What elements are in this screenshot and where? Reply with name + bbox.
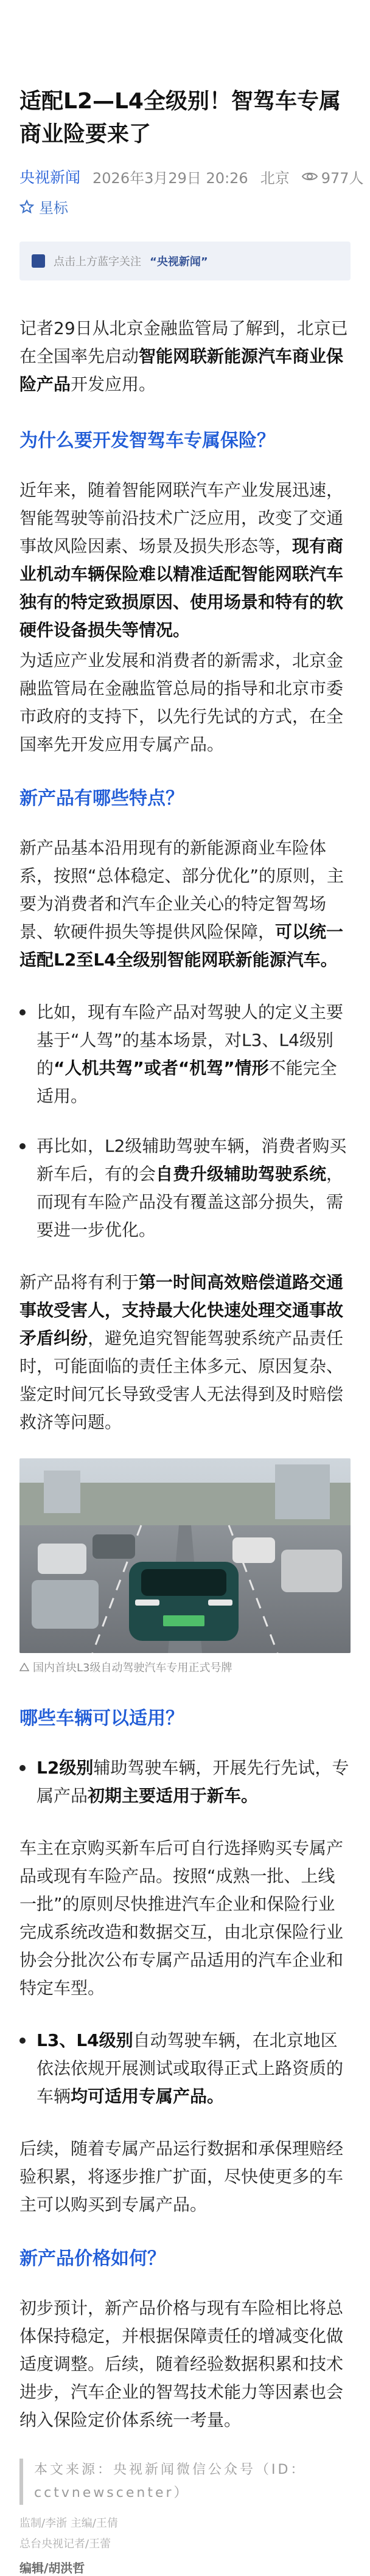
why-paragraph-1: 近年来，随着智能网联汽车产业发展迅速，智能驾驶等前沿技术广泛应用，改变了交通事故风险因素、场景及损失形态等，现有商业机动车辆保险难以精准适配智能网联汽车独有的特定致损原因、使用场景和特有的软硬件设备损失等情况。 — [19, 480, 344, 640]
price-paragraph: 初步预计，新产品价格与现有车险相比将总体保持稳定，并根据保障责任的增减变化做适度调整。后续，随着经验数据积累和技术进步，汽车企业的智驾技术能力等因素也会纳入保险定价体系统一考量。 — [19, 2298, 344, 2430]
views-count — [302, 166, 364, 187]
which-paragraph-2: 后续，随着专属产品运行数据和承保理赔经验积累，将逐步推广扩面，尽快使更多的车主可以购买到专属产品。 — [19, 2139, 344, 2215]
credit-line-2: 总台央视记者/王蕾 — [19, 2538, 111, 2550]
why-paragraph-2: 为适应产业发展和消费者的新需求，北京金融监管局在金融监管总局的指导和北京市委市政府的支持下，以先行先试的方式，在全国率先开发应用专属产品。 — [19, 650, 344, 754]
star-label: 星标 — [39, 200, 68, 217]
features-bullet-2: 再比如，L2级辅助驾驶车辆，消费者购买新车后，有的会自费升级辅助驾驶系统，而现有车险产品没有覆盖这部分损失，需要进一步优化。 — [19, 1132, 351, 1244]
follow-brand: “央视新闻” — [150, 256, 208, 268]
follow-prefix: 点击上方蓝字关注 — [54, 256, 141, 268]
article-meta — [19, 165, 364, 187]
editor-line: 编辑/胡洪哲 — [19, 2561, 85, 2575]
article-photo[interactable] — [19, 1458, 351, 1653]
features-paragraph-1: 新产品基本沿用现有的新能源商业车险体系，按照“总体稳定、部分优化”的原则，主要为消费者和汽车企业关心的特定智驾场景、软硬件损失等提供风险保障，可以统一适配L2至L4全级别智能网联新能源汽车。 — [19, 838, 344, 970]
section-heading-features: 新产品有哪些特点？ — [19, 788, 184, 809]
publish-datetime: 2026年3月29日 20:26 — [92, 169, 248, 187]
source-block — [19, 2459, 351, 2505]
bullet-dot — [19, 1009, 26, 1015]
star-icon — [19, 200, 34, 214]
section-heading-price: 新产品价格如何？ — [19, 2248, 166, 2269]
views-label: 977人 — [321, 169, 364, 187]
features-paragraph-2: 新产品将有利于第一时间高效赔偿道路交通事故受害人，支持最大化快速处理交通事故矛盾纠纷，避免追究智能驾驶系统产品责任时，可能面临的责任主体多元、原因复杂、鉴定时间冗长导致受害人无法得到及时赔偿救济等问题。 — [19, 1272, 344, 1432]
star-button[interactable] — [19, 196, 351, 217]
triangle-icon — [19, 1663, 29, 1671]
bullet-dot — [19, 1143, 26, 1149]
intro-paragraph: 记者29日从北京金融监管局了解到，北京已在全国率先启动智能网联新能源汽车商业保险产品开发应用。 — [19, 318, 348, 394]
section-heading-which: 哪些车辆可以适用？ — [19, 1708, 184, 1729]
traffic-photo-illustration — [19, 1458, 351, 1653]
bullet-dot — [19, 2038, 26, 2044]
publish-location: 北京 — [260, 169, 290, 187]
which-bullet-2: L3、L4级别自动驾驶车辆，在北京地区依法依规开展测试或取得正式上路资质的车辆均可适用专属产品。 — [19, 2027, 351, 2111]
follow-banner[interactable] — [19, 242, 351, 280]
source-line: 本文来源：央视新闻微信公众号（ID：cctvnewscenter） — [34, 2462, 307, 2501]
which-paragraph-1: 车主在京购买新车后可自行选择购买专属产品或现有车险产品。按照“成熟一批、上线一批”的原则尽快推进汽车企业和保险行业完成系统改造和数据交互，由北京保险行业协会分批次公布专属产品适用的汽车企业和特定车型。 — [19, 1838, 344, 1998]
caption-text: 国内首块L3级自动驾驶汽车专用正式号牌 — [33, 1662, 232, 1674]
section-heading-why: 为什么要开发智驾车专属保险？ — [19, 430, 275, 451]
logo-icon — [32, 254, 45, 268]
credit-line-1: 监制/李浙 主编/王倩 — [19, 2517, 118, 2530]
article-title: 适配L2—L4全级别！智驾车专属商业险要来了 — [19, 89, 341, 147]
source-account-link[interactable]: 央视新闻 — [19, 169, 81, 186]
eye-icon — [302, 170, 318, 183]
bullet-dot — [19, 1765, 26, 1771]
photo-caption — [19, 1659, 351, 1675]
features-bullet-1: 比如，现有车险产品对驾驶人的定义主要基于“人驾”的基本场景，对L3、L4级别的“人机共驾”或者“机驾”情形不能完全适用。 — [19, 998, 351, 1110]
which-bullet-1: L2级别辅助驾驶车辆，开展先行先试，专属产品初期主要适用于新车。 — [19, 1754, 351, 1810]
